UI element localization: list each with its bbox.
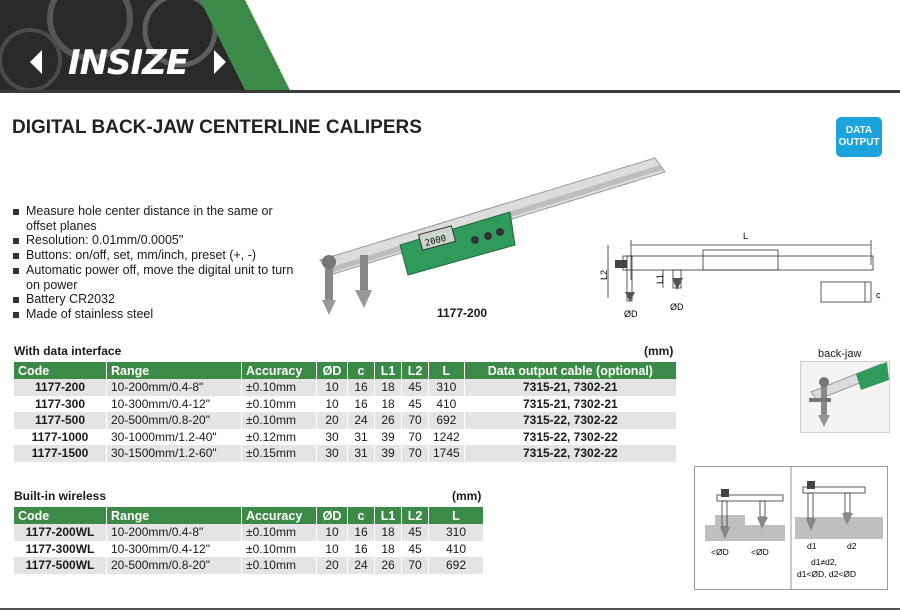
table2-unit: (mm) (452, 489, 482, 503)
col-l: L (429, 362, 465, 379)
cell-od: 30 (317, 445, 348, 462)
cell-l1: 18 (375, 541, 402, 558)
cell-range: 10-200mm/0.4-8" (107, 379, 242, 396)
cell-range: 10-200mm/0.4-8" (107, 524, 242, 541)
brand-logo (28, 38, 228, 86)
cell-code: 1177-200WL (14, 524, 107, 541)
cell-c: 16 (348, 379, 375, 396)
cell-c: 31 (348, 445, 375, 462)
dimension-drawing (593, 220, 893, 320)
cell-l2: 70 (402, 429, 429, 446)
diagram-left-b: <ØD (751, 547, 769, 557)
cell-l2: 45 (402, 379, 429, 396)
table-row (14, 524, 484, 541)
cell-code: 1177-1500 (14, 445, 107, 462)
cell-cable: 7315-22, 7302-22 (464, 429, 676, 446)
badge-line2: OUTPUT (838, 137, 880, 148)
bullet-icon (13, 209, 19, 215)
cell-l1: 18 (375, 396, 402, 413)
feature-text: Buttons: on/off, set, mm/inch, preset (+, -) (26, 248, 257, 263)
cell-l1: 18 (375, 524, 402, 541)
dim-D2: ØD (670, 302, 684, 312)
table1-title: With data interface (14, 344, 122, 358)
cell-l: 1242 (429, 429, 465, 446)
cell-c: 16 (348, 396, 375, 413)
table2-title: Built-in wireless (14, 489, 107, 503)
cell-code: 1177-500 (14, 412, 107, 429)
cell-od: 30 (317, 429, 348, 446)
cell-l2: 45 (402, 524, 429, 541)
table-row (14, 429, 677, 446)
bullet-icon (13, 253, 19, 259)
back-jaw-label: back-jaw (818, 348, 862, 360)
feature-text: Battery CR2032 (26, 292, 115, 307)
cell-range: 10-300mm/0.4-12" (107, 541, 242, 558)
feature-item (12, 263, 302, 292)
cell-code: 1177-300WL (14, 541, 107, 558)
cell-l1: 26 (375, 557, 402, 574)
col-c: c (348, 507, 375, 524)
cell-l: 410 (429, 541, 484, 558)
cell-cable: 7315-22, 7302-22 (464, 412, 676, 429)
cell-accuracy: ±0.10mm (242, 379, 317, 396)
cell-l: 310 (429, 524, 484, 541)
table-row (14, 396, 677, 413)
cell-od: 10 (317, 524, 348, 541)
wireless-table (14, 507, 484, 574)
cell-accuracy: ±0.10mm (242, 541, 317, 558)
cell-range: 20-500mm/0.8-20" (107, 412, 242, 429)
cell-od: 20 (317, 412, 348, 429)
cell-accuracy: ±0.12mm (242, 429, 317, 446)
diagram-d1: d1 (807, 541, 817, 551)
header (0, 0, 900, 90)
cell-l: 692 (429, 557, 484, 574)
dim-L1: L1 (655, 273, 665, 284)
cell-code: 1177-200 (14, 379, 107, 396)
cell-cable: 7315-22, 7302-22 (464, 445, 676, 462)
cell-accuracy: ±0.10mm (242, 557, 317, 574)
cell-l1: 26 (375, 412, 402, 429)
col-accuracy: Accuracy (242, 362, 317, 379)
badge-line1: DATA (845, 125, 873, 136)
back-jaw-image (800, 361, 890, 433)
feature-text: Resolution: 0.01mm/0.0005" (26, 233, 184, 248)
cell-c: 31 (348, 429, 375, 446)
brand-text: INSIZE (67, 43, 189, 82)
col-od: ØD (317, 507, 348, 524)
cell-range: 20-500mm/0.8-20" (107, 557, 242, 574)
feature-list (12, 204, 302, 322)
bullet-icon (13, 268, 19, 274)
cell-od: 10 (317, 379, 348, 396)
diagram-right (795, 481, 883, 579)
diagram-left-a: <ØD (711, 547, 729, 557)
cell-l2: 70 (402, 412, 429, 429)
cell-cable: 7315-21, 7302-21 (464, 379, 676, 396)
feature-text: Automatic power off, move the digital unit to turn on power (26, 262, 294, 292)
cell-cable: 7315-21, 7302-21 (464, 396, 676, 413)
bullet-icon (13, 297, 19, 303)
table-row (14, 557, 484, 574)
cell-code: 1177-1000 (14, 429, 107, 446)
cell-l1: 39 (375, 445, 402, 462)
col-range: Range (107, 362, 242, 379)
usage-diagram (694, 466, 888, 590)
col-cable: Data output cable (optional) (464, 362, 676, 379)
col-l2: L2 (402, 362, 429, 379)
feature-text: Measure hole center distance in the same or offset planes (26, 204, 273, 233)
dim-D1: ØD (624, 309, 638, 319)
product-model-label: 1177-200 (437, 306, 488, 320)
bullet-icon (13, 312, 19, 318)
cell-accuracy: ±0.10mm (242, 412, 317, 429)
bullet-icon (13, 238, 19, 244)
cell-c: 16 (348, 541, 375, 558)
cell-c: 24 (348, 557, 375, 574)
cell-l: 410 (429, 396, 465, 413)
dim-c: c (876, 290, 881, 300)
table-row (14, 445, 677, 462)
feature-item (12, 204, 302, 233)
cell-l: 692 (429, 412, 465, 429)
diagram-d2: d2 (847, 541, 857, 551)
col-code: Code (14, 507, 107, 524)
cell-l1: 18 (375, 379, 402, 396)
cell-l2: 70 (402, 445, 429, 462)
table-row (14, 412, 677, 429)
cell-l: 1745 (429, 445, 465, 462)
feature-item (12, 233, 302, 248)
col-accuracy: Accuracy (242, 507, 317, 524)
cell-od: 10 (317, 396, 348, 413)
cell-l2: 70 (402, 557, 429, 574)
cell-l2: 45 (402, 541, 429, 558)
table-row (14, 541, 484, 558)
table-header-row (14, 362, 677, 379)
cell-range: 10-300mm/0.4-12" (107, 396, 242, 413)
lcd-readout: 2000 (423, 233, 448, 250)
cell-range: 30-1500mm/1.2-60" (107, 445, 242, 462)
cell-l2: 45 (402, 396, 429, 413)
table1-unit: (mm) (644, 344, 674, 358)
cell-code: 1177-300 (14, 396, 107, 413)
feature-item (12, 292, 302, 307)
page-title: DIGITAL BACK-JAW CENTERLINE CALIPERS (12, 117, 422, 138)
cell-accuracy: ±0.10mm (242, 396, 317, 413)
data-output-badge (836, 117, 882, 157)
cell-accuracy: ±0.15mm (242, 445, 317, 462)
diagram-note1: d1≠d2, (811, 557, 837, 567)
cell-l: 310 (429, 379, 465, 396)
col-code: Code (14, 362, 107, 379)
col-l2: L2 (402, 507, 429, 524)
cell-od: 20 (317, 557, 348, 574)
col-l: L (429, 507, 484, 524)
cell-c: 16 (348, 524, 375, 541)
dim-L2: L2 (599, 269, 609, 280)
cell-od: 10 (317, 541, 348, 558)
diagram-note2: d1<ØD, d2<ØD (797, 569, 857, 579)
cell-code: 1177-500WL (14, 557, 107, 574)
feature-text: Made of stainless steel (26, 306, 154, 321)
feature-item (12, 248, 302, 263)
col-l1: L1 (375, 362, 402, 379)
table-row (14, 379, 677, 396)
cell-c: 24 (348, 412, 375, 429)
cell-range: 30-1000mm/1.2-40" (107, 429, 242, 446)
dim-L: L (743, 231, 749, 241)
footer-divider (0, 608, 900, 610)
table-header-row (14, 507, 484, 524)
col-od: ØD (317, 362, 348, 379)
col-c: c (348, 362, 375, 379)
data-interface-table (14, 362, 677, 462)
header-divider (0, 90, 900, 93)
col-range: Range (107, 507, 242, 524)
diagram-left (705, 489, 785, 557)
feature-item (12, 307, 302, 322)
cell-l1: 39 (375, 429, 402, 446)
cell-accuracy: ±0.10mm (242, 524, 317, 541)
col-l1: L1 (375, 507, 402, 524)
